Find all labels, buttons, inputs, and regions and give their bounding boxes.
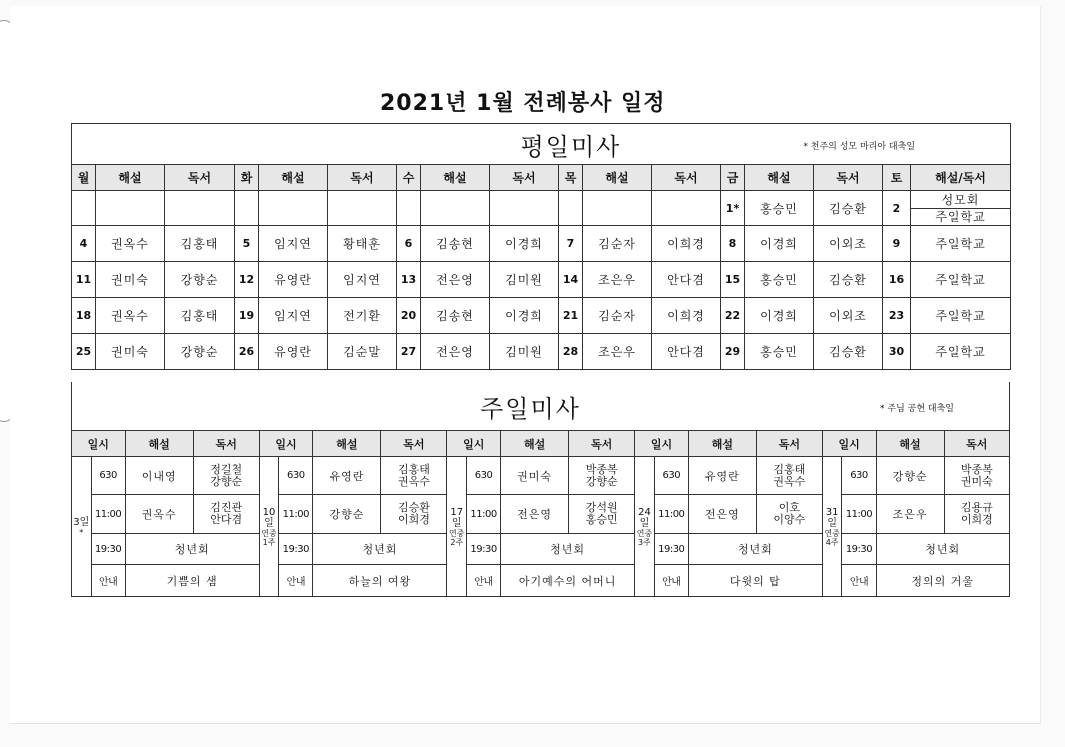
reader-name: 안다겸 — [210, 513, 243, 526]
reader-name: 김홍태 — [165, 298, 235, 334]
reader-name: 김승환 — [814, 334, 883, 370]
mass-time: 11:00 — [91, 495, 125, 534]
mass-time: 630 — [279, 457, 313, 495]
sunday-week-number: 2주 — [450, 537, 464, 547]
mass-time: 630 — [842, 457, 876, 495]
reader-name: 김승환 — [814, 191, 883, 226]
commentator-name: 유영란 — [313, 457, 381, 495]
column-header: 수 — [397, 165, 421, 191]
day-number: 5 — [235, 226, 259, 262]
sunday-date-cell — [635, 457, 655, 597]
reader-name: 안다겸 — [652, 262, 721, 298]
commentator-name: 김순자 — [583, 226, 652, 262]
day-number: 4 — [72, 226, 96, 262]
commentator-name: 전은영 — [688, 495, 756, 534]
day-number: 23 — [883, 298, 911, 334]
reader-name: 김미원 — [490, 334, 559, 370]
commentator-name: 유영란 — [259, 334, 328, 370]
sunday-week-label: * — [79, 527, 84, 537]
commentator-name: 홍승민 — [745, 334, 814, 370]
column-header: 화 — [235, 165, 259, 191]
commentator-name: 이경희 — [745, 298, 814, 334]
reader-names — [193, 495, 259, 534]
guide-label: 안내 — [654, 565, 688, 597]
reader-name: 박종복 — [585, 462, 618, 476]
saturday-split-cell — [911, 191, 1011, 226]
column-header: 해설 — [125, 431, 193, 457]
reader-name: 이희경 — [652, 226, 721, 262]
day-number: 6 — [397, 226, 421, 262]
guide-group: 정의의 거울 — [876, 565, 1010, 597]
reader-name: 김진관 — [210, 501, 243, 514]
day-number: 13 — [397, 262, 421, 298]
reader-name: 이외조 — [814, 298, 883, 334]
guide-label: 안내 — [842, 565, 876, 597]
commentator-name: 조은우 — [583, 262, 652, 298]
reader-name: 강석원 — [585, 501, 618, 514]
commentator-name: 김순자 — [583, 298, 652, 334]
day-number: 18 — [72, 298, 96, 334]
mass-time: 19:30 — [467, 534, 501, 565]
youth-group: 청년회 — [313, 534, 447, 565]
column-header: 독서 — [490, 165, 559, 191]
column-header: 해설 — [745, 165, 814, 191]
youth-group: 청년회 — [876, 534, 1010, 565]
sunday-header-row — [72, 431, 1010, 457]
column-header: 독서 — [569, 431, 635, 457]
document-title: 2021년 1월 전례봉사 일정 — [380, 91, 666, 116]
commentator-name: 홍승민 — [745, 262, 814, 298]
commentator-name: 임지연 — [259, 298, 328, 334]
column-header: 일시 — [72, 431, 126, 457]
reader-name: 이호 — [778, 501, 800, 514]
commentator-name: 강향순 — [313, 495, 381, 534]
guide-group: 다윗의 탑 — [688, 565, 822, 597]
table-row — [72, 191, 1011, 226]
table-row — [72, 565, 1010, 597]
column-header: 해설 — [96, 165, 165, 191]
guide-group: 하늘의 여왕 — [313, 565, 447, 597]
sunday-week-number: 1주 — [262, 537, 276, 547]
day-number: 8 — [721, 226, 745, 262]
reader-name: 권옥수 — [397, 474, 430, 488]
weekday-note: * 천주의 성모 마리아 대축일 — [803, 142, 916, 152]
weekday-section-title: 평일미사 — [520, 132, 622, 161]
reader-name: 김홍태 — [397, 462, 430, 476]
column-header: 일시 — [259, 431, 313, 457]
sunday-section-title-cell — [72, 382, 1010, 431]
sunday-week-label: 연중 — [261, 528, 277, 538]
sunday-date-cell — [447, 457, 467, 597]
day-number: 12 — [235, 262, 259, 298]
sunday-schedule-table — [71, 382, 1010, 597]
sunday-date-cell — [259, 457, 279, 597]
commentator-name: 조은우 — [583, 334, 652, 370]
reader-name: 이희경 — [652, 298, 721, 334]
reader-name: 이희경 — [397, 513, 430, 526]
column-header: 독서 — [328, 165, 397, 191]
guide-group: 아기예수의 어머니 — [501, 565, 635, 597]
commentator-name: 강향순 — [876, 457, 944, 495]
saturday-name: 주일학교 — [911, 262, 1011, 298]
reader-name: 임지연 — [328, 262, 397, 298]
saturday-name: 주일학교 — [935, 209, 986, 224]
column-header: 목 — [559, 165, 583, 191]
commentator-name: 김송현 — [421, 226, 490, 262]
reader-name: 이양수 — [773, 513, 806, 526]
sunday-note: * 주님 공현 대축일 — [880, 404, 954, 414]
reader-name: 김미원 — [490, 262, 559, 298]
sunday-week-label: 연중 — [824, 528, 840, 538]
mass-time: 19:30 — [91, 534, 125, 565]
day-number: 26 — [235, 334, 259, 370]
mass-time: 630 — [654, 457, 688, 495]
mass-time: 19:30 — [842, 534, 876, 565]
guide-label: 안내 — [279, 565, 313, 597]
column-header: 월 — [72, 165, 96, 191]
column-header: 독서 — [652, 165, 721, 191]
commentator-name: 권옥수 — [125, 495, 193, 534]
sunday-date-cell — [822, 457, 842, 597]
column-header: 독서 — [756, 431, 822, 457]
table-row — [72, 457, 1010, 495]
sunday-week-number: 4주 — [825, 537, 839, 547]
table-row — [72, 298, 1011, 334]
youth-group: 청년회 — [501, 534, 635, 565]
column-header: 해설 — [688, 431, 756, 457]
day-number: 22 — [721, 298, 745, 334]
column-header: 해설 — [421, 165, 490, 191]
sunday-week-label: 연중 — [636, 528, 653, 538]
commentator-name: 전은영 — [501, 495, 569, 534]
reader-names — [193, 457, 259, 495]
reader-name: 김홍태 — [165, 226, 235, 262]
commentator-name: 전은영 — [421, 262, 490, 298]
reader-name: 권미숙 — [960, 474, 993, 488]
reader-names — [381, 495, 447, 534]
sunday-week-number: 3주 — [638, 537, 651, 547]
reader-name: 이외조 — [814, 226, 883, 262]
column-header: 해설/독서 — [911, 165, 1011, 191]
day-number: 27 — [397, 334, 421, 370]
column-header: 일시 — [447, 431, 501, 457]
reader-name: 김용규 — [960, 501, 993, 514]
reader-names — [569, 457, 635, 495]
column-header: 해설 — [259, 165, 328, 191]
sunday-section-title: 주일미사 — [480, 394, 581, 423]
column-header: 일시 — [635, 431, 689, 457]
reader-name: 강향순 — [585, 474, 618, 488]
reader-names — [756, 495, 822, 534]
reader-name: 강향순 — [165, 334, 235, 370]
commentator-name: 임지연 — [259, 226, 328, 262]
table-row — [72, 495, 1010, 534]
commentator-name: 김송현 — [421, 298, 490, 334]
sunday-week-label: 연중 — [449, 528, 465, 538]
saturday-name: 성모회 — [911, 192, 1010, 209]
commentator-name: 권미숙 — [96, 262, 165, 298]
commentator-name: 홍승민 — [745, 191, 814, 226]
youth-group: 청년회 — [125, 534, 259, 565]
day-number: 28 — [559, 334, 583, 370]
reader-name: 정길철 — [210, 462, 243, 476]
reader-name: 강향순 — [210, 474, 243, 488]
day-number: 1* — [721, 191, 745, 226]
guide-label: 안내 — [467, 565, 501, 597]
guide-group: 기쁨의 샘 — [125, 565, 259, 597]
mass-time: 11:00 — [654, 495, 688, 534]
column-header: 금 — [721, 165, 745, 191]
reader-names — [944, 495, 1009, 534]
youth-group: 청년회 — [688, 534, 822, 565]
reader-name: 이경희 — [490, 226, 559, 262]
mass-time: 11:00 — [279, 495, 313, 534]
reader-names — [756, 457, 822, 495]
day-number: 7 — [559, 226, 583, 262]
saturday-name: 주일학교 — [911, 226, 1011, 262]
reader-name: 홍승민 — [585, 513, 618, 526]
table-row — [72, 262, 1011, 298]
column-header: 해설 — [876, 431, 944, 457]
reader-name: 김승환 — [814, 262, 883, 298]
sunday-date: 17일 — [450, 506, 464, 529]
guide-label: 안내 — [91, 565, 125, 597]
commentator-name: 권옥수 — [96, 298, 165, 334]
day-number: 14 — [559, 262, 583, 298]
column-header: 해설 — [583, 165, 652, 191]
commentator-name: 이내영 — [125, 457, 193, 495]
reader-name: 박종복 — [960, 462, 993, 476]
mass-time: 11:00 — [467, 495, 501, 534]
weekday-section-title-cell — [72, 124, 1011, 165]
mass-time: 19:30 — [279, 534, 313, 565]
column-header: 독서 — [193, 431, 259, 457]
mass-time: 19:30 — [654, 534, 688, 565]
commentator-name: 권미숙 — [501, 457, 569, 495]
reader-name: 이희경 — [960, 513, 993, 526]
commentator-name: 유영란 — [688, 457, 756, 495]
commentator-name: 권미숙 — [96, 334, 165, 370]
day-number: 19 — [235, 298, 259, 334]
table-row — [72, 226, 1011, 262]
day-number: 20 — [397, 298, 421, 334]
day-number: 2 — [883, 191, 911, 226]
weekday-schedule-table — [71, 123, 1011, 370]
column-header: 해설 — [313, 431, 381, 457]
reader-names — [381, 457, 447, 495]
sunday-date: 10일 — [262, 506, 276, 529]
reader-name: 안다겸 — [652, 334, 721, 370]
mass-time: 630 — [91, 457, 125, 495]
column-header: 독서 — [381, 431, 447, 457]
sunday-date: 3일 — [73, 516, 90, 528]
day-number: 16 — [883, 262, 911, 298]
table-row — [72, 334, 1011, 370]
weekday-header-row — [72, 165, 1011, 191]
reader-names — [944, 457, 1009, 495]
commentator-name: 유영란 — [259, 262, 328, 298]
reader-name: 이경희 — [490, 298, 559, 334]
day-number: 15 — [721, 262, 745, 298]
sunday-date: 31일 — [825, 506, 839, 529]
commentator-name: 권옥수 — [96, 226, 165, 262]
table-row — [72, 534, 1010, 565]
saturday-name: 주일학교 — [911, 334, 1011, 370]
day-number: 25 — [72, 334, 96, 370]
sunday-date: 24일 — [638, 506, 651, 529]
sunday-date-cell — [72, 457, 92, 597]
column-header: 독서 — [944, 431, 1009, 457]
column-header: 토 — [883, 165, 911, 191]
commentator-name: 이경희 — [745, 226, 814, 262]
reader-name: 권옥수 — [773, 474, 806, 488]
mass-time: 11:00 — [842, 495, 876, 534]
day-number: 21 — [559, 298, 583, 334]
mass-time: 630 — [467, 457, 501, 495]
day-number: 9 — [883, 226, 911, 262]
column-header: 일시 — [822, 431, 876, 457]
day-number: 11 — [72, 262, 96, 298]
reader-name: 전기환 — [328, 298, 397, 334]
commentator-name: 조은우 — [876, 495, 944, 534]
column-header: 해설 — [501, 431, 569, 457]
day-number: 30 — [883, 334, 911, 370]
reader-name: 김승환 — [397, 501, 430, 514]
reader-name: 김홍태 — [773, 462, 806, 476]
column-header: 독서 — [814, 165, 883, 191]
column-header: 독서 — [165, 165, 235, 191]
reader-name: 강향순 — [165, 262, 235, 298]
reader-name: 황태훈 — [328, 226, 397, 262]
saturday-name: 주일학교 — [911, 298, 1011, 334]
commentator-name: 전은영 — [421, 334, 490, 370]
reader-names — [569, 495, 635, 534]
day-number: 29 — [721, 334, 745, 370]
reader-name: 김순말 — [328, 334, 397, 370]
